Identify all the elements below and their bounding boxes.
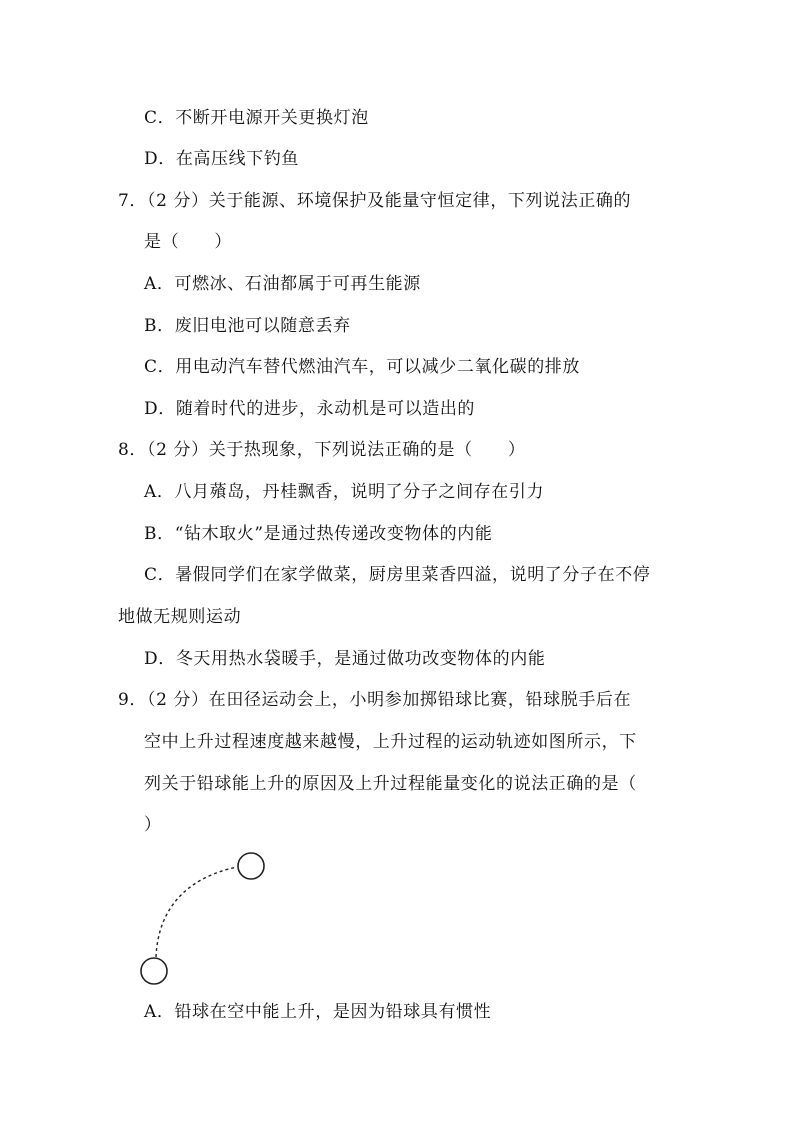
q7-option-d: D．随着时代的进步，永动机是可以造出的: [144, 399, 476, 419]
q8-option-c: C．暑假同学们在家学做菜，厨房里菜香四溢，说明了分子在不停: [144, 565, 651, 585]
q8-option-a: A．八月薞岛，丹桂飘香，说明了分子之间存在引力: [144, 482, 545, 502]
q9-option-a: A．铅球在空中能上升，是因为铅球具有惯性: [144, 1002, 492, 1022]
q7-stem-continued: 是（ ）: [144, 232, 232, 252]
q9-stem-line4: ）: [144, 815, 162, 835]
q8-option-b: B．“钻木取火”是通过热传递改变物体的内能: [144, 524, 493, 544]
q8-stem: 8．（2 分）关于热现象，下列说法正确的是（ ）: [118, 440, 526, 460]
shot-put-top-ball: [238, 853, 264, 879]
q8-option-d: D．冬天用热水袋暖手，是通过做功改变物体的内能: [144, 649, 546, 669]
q6-option-c: C．不断开电源开关更换灯泡: [144, 108, 369, 128]
shot-put-start-ball: [141, 958, 167, 984]
q9-stem-line2: 空中上升过程速度越来越慢，上升过程的运动轨迹如图所示，下: [144, 732, 637, 752]
q7-stem: 7．（2 分）关于能源、环境保护及能量守恒定律，下列说法正确的: [118, 191, 632, 211]
shot-put-trajectory-figure: [130, 840, 280, 990]
trajectory-dashed-curve: [156, 867, 237, 957]
q7-option-a: A．可燃冰、石油都属于可再生能源: [144, 274, 421, 294]
q9-stem-line3: 列关于铅球能上升的原因及上升过程能量变化的说法正确的是（: [144, 774, 637, 794]
q7-option-c: C．用电动汽车替代燃油汽车，可以减少二氧化碳的排放: [144, 357, 581, 377]
q8-option-c-continued: 地做无规则运动: [118, 607, 242, 627]
q7-option-b: B．废旧电池可以随意丢弃: [144, 316, 351, 336]
q6-option-d: D．在高压线下钓鱼: [144, 149, 300, 169]
q9-stem: 9．（2 分）在田径运动会上，小明参加掷铅球比赛，铅球脱手后在: [118, 690, 632, 710]
